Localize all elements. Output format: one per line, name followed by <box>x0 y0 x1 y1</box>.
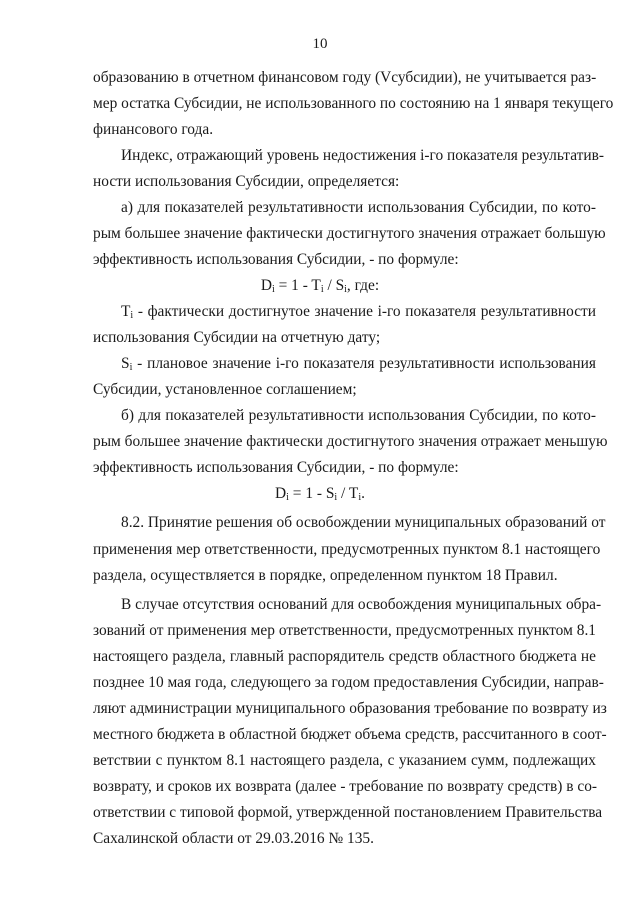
text-line: позднее 10 мая года, следующего за годом предоставления Субсидии, направ- <box>93 674 604 691</box>
text-line: финансового года. <box>93 121 214 138</box>
text-line: эффективность использования Субсидии, - по формуле: <box>93 459 459 476</box>
text-line: местного бюджета в областной бюджет объема средств, рассчитанного в соот- <box>93 726 607 743</box>
formula-2: $D_i = 1 - S_i / T_i$. <box>275 485 365 503</box>
text-line: настоящего раздела, главный распорядитель средств областного бюджета не <box>93 648 596 665</box>
text-line: ляют администрации муниципального образования требование по возврату из <box>93 700 607 717</box>
text-line: а) для показателей результативности использования Субсидии, по кото- <box>121 199 596 216</box>
text-line: ответствии с типовой формой, утвержденной постановлением Правительства <box>93 804 603 821</box>
text-line: ности использования Субсидии, определяется: <box>93 173 400 190</box>
text-line: зований от применения мер ответственности, предусмотренных пунктом 8.1 <box>93 622 596 639</box>
page-number: 10 <box>312 36 328 52</box>
formula-1: $D_i = 1 - T_i / S_i$, где: <box>260 277 380 295</box>
text-line: рым большее значение фактически достигнутого значения отражает большую <box>93 225 606 242</box>
text-line: 8.2. Принятие решения об освобождении муниципальных образований от <box>121 514 606 531</box>
text-line: ветствии с пунктом 8.1 настоящего раздела, с указанием сумм, подлежащих <box>93 752 596 769</box>
text-line: Индекс, отражающий уровень недостижения i-го показателя результатив- <box>121 147 604 164</box>
text-line: применения мер ответственности, предусмотренных пунктом 8.1 настоящего <box>93 541 601 558</box>
text-line: использования Субсидии на отчетную дату; <box>93 329 381 346</box>
definition-S: $S_i$ - плановое значение i-го показателя результативности использования <box>121 355 596 373</box>
text-line: мер остатка Субсидии, не использованного по состоянию на 1 января текущего <box>93 95 614 112</box>
text-line: В случае отсутствия оснований для освобождения муниципальных обра- <box>121 596 602 613</box>
text-line: эффективность использования Субсидии, - по формуле: <box>93 251 459 268</box>
text-line: рым большее значение фактически достигнутого значения отражает меньшую <box>93 433 608 450</box>
text-line: Субсидии, установленное соглашением; <box>93 381 357 398</box>
text-line: возврату, и сроков их возврата (далее - требование по возврату средств) в со- <box>93 778 598 795</box>
text-line: раздела, осуществляется в порядке, определенном пунктом 18 Правил. <box>93 567 558 584</box>
text-line: б) для показателей результативности использования Субсидии, по кото- <box>121 407 596 424</box>
text-line: Сахалинской области от 29.03.2016 № 135. <box>93 830 374 847</box>
text-line: образованию в отчетном финансовом году (Vсубсидии), не учитывается раз- <box>93 69 597 86</box>
definition-T: $T_i$ - фактически достигнутое значение i-го показателя результативности <box>121 303 596 321</box>
